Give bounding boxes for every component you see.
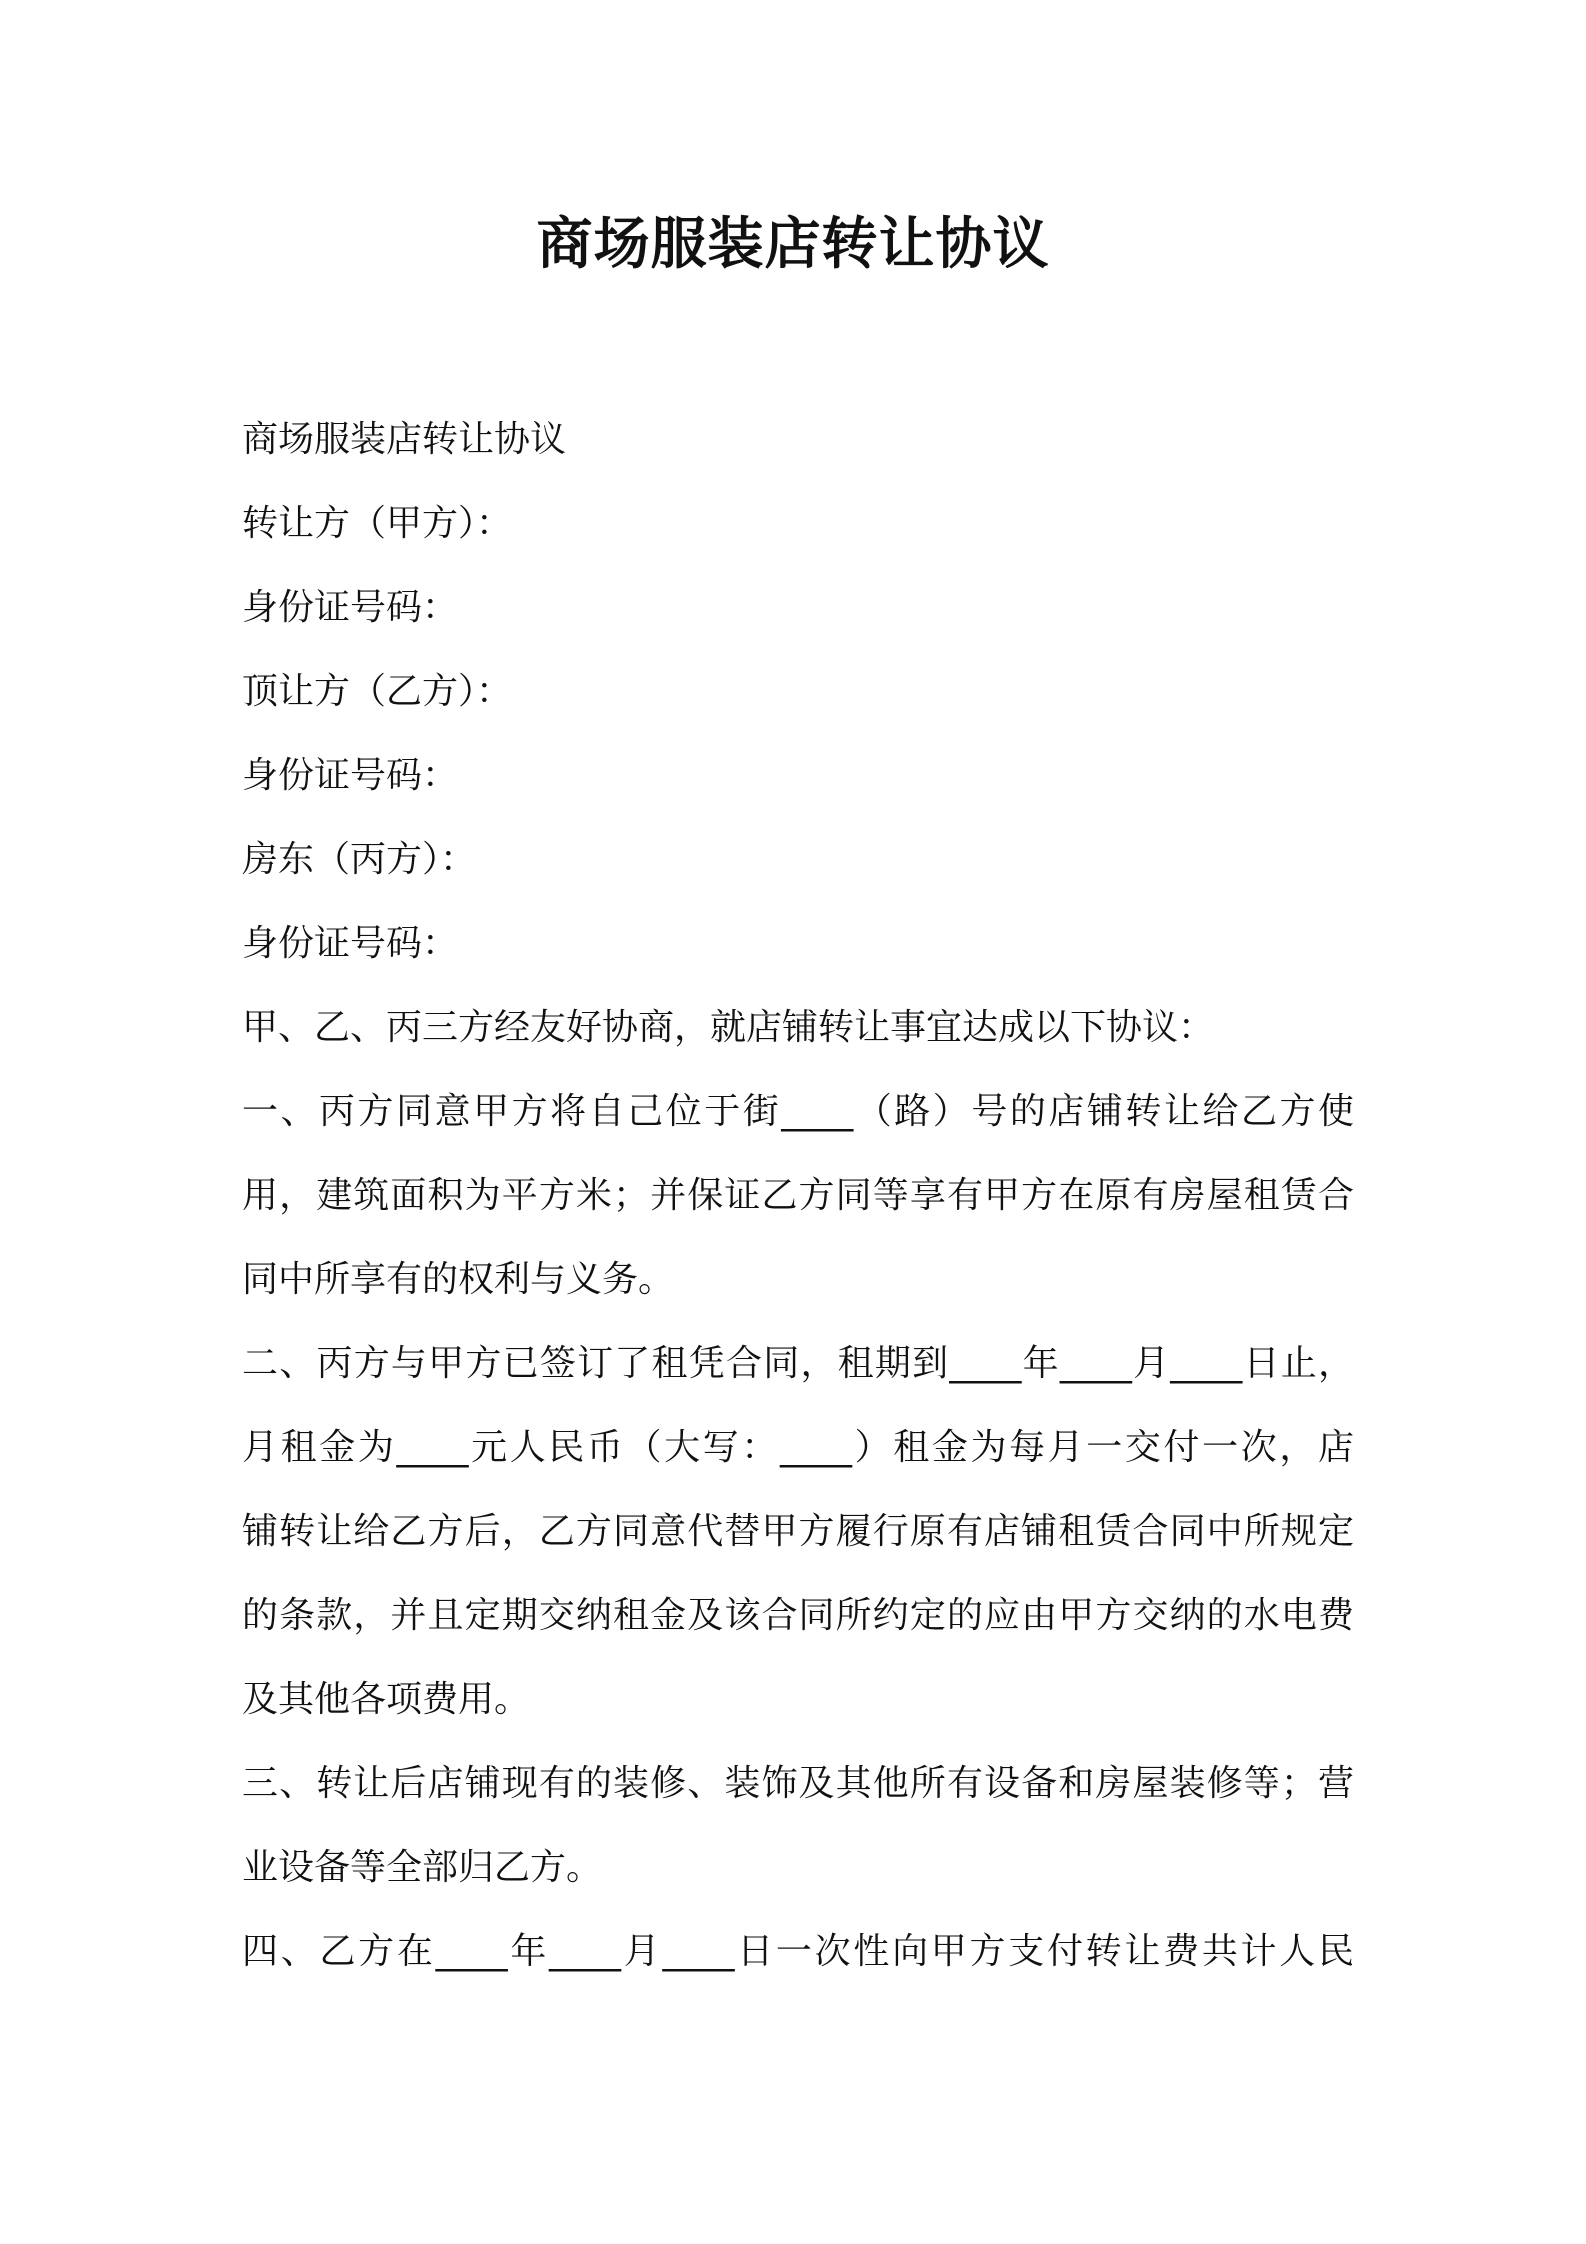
document-title: 商场服装店转让协议 [536, 212, 1050, 277]
body-line-subtitle: 商场服装店转让协议 [242, 419, 567, 460]
body-line-landlord-id: 身份证号码： [242, 923, 459, 964]
clause-2-line-2: 月租金为____元人民币（大写：____）租金为每月一交付一次，店 [242, 1427, 1354, 1468]
clause-1-line-2: 用，建筑面积为平方米；并保证乙方同等享有甲方在原有房屋租赁合 [242, 1175, 1354, 1216]
body-line-preamble: 甲、乙、丙三方经友好协商，就店铺转让事宜达成以下协议： [242, 1007, 1215, 1048]
body-line-transferee-id: 身份证号码： [242, 755, 459, 796]
clause-2-line-3: 铺转让给乙方后，乙方同意代替甲方履行原有店铺租赁合同中所规定 [242, 1511, 1354, 1552]
clause-3-line-2: 业设备等全部归乙方。 [242, 1847, 603, 1888]
body-line-transferee: 顶让方（乙方）： [242, 671, 513, 712]
body-line-landlord: 房东（丙方）： [242, 839, 477, 880]
clause-1-line-1: 一、丙方同意甲方将自己位于街____（路）号的店铺转让给乙方使 [242, 1091, 1354, 1132]
clause-1-line-3: 同中所享有的权利与义务。 [242, 1259, 675, 1300]
body-line-transferor: 转让方（甲方）： [242, 503, 513, 544]
clause-2-line-5: 及其他各项费用。 [242, 1679, 531, 1720]
clause-2-line-1: 二、丙方与甲方已签订了租凭合同，租期到____年____月____日止， [242, 1343, 1354, 1384]
clause-3-line-1: 三、转让后店铺现有的装修、装饰及其他所有设备和房屋装修等；营 [242, 1763, 1354, 1804]
body-line-transferor-id: 身份证号码： [242, 587, 459, 628]
clause-4-line-1: 四、乙方在____年____月____日一次性向甲方支付转让费共计人民 [242, 1931, 1354, 1972]
clause-2-line-4: 的条款，并且定期交纳租金及该合同所约定的应由甲方交纳的水电费 [242, 1595, 1354, 1636]
document-body [242, 398, 1354, 1994]
